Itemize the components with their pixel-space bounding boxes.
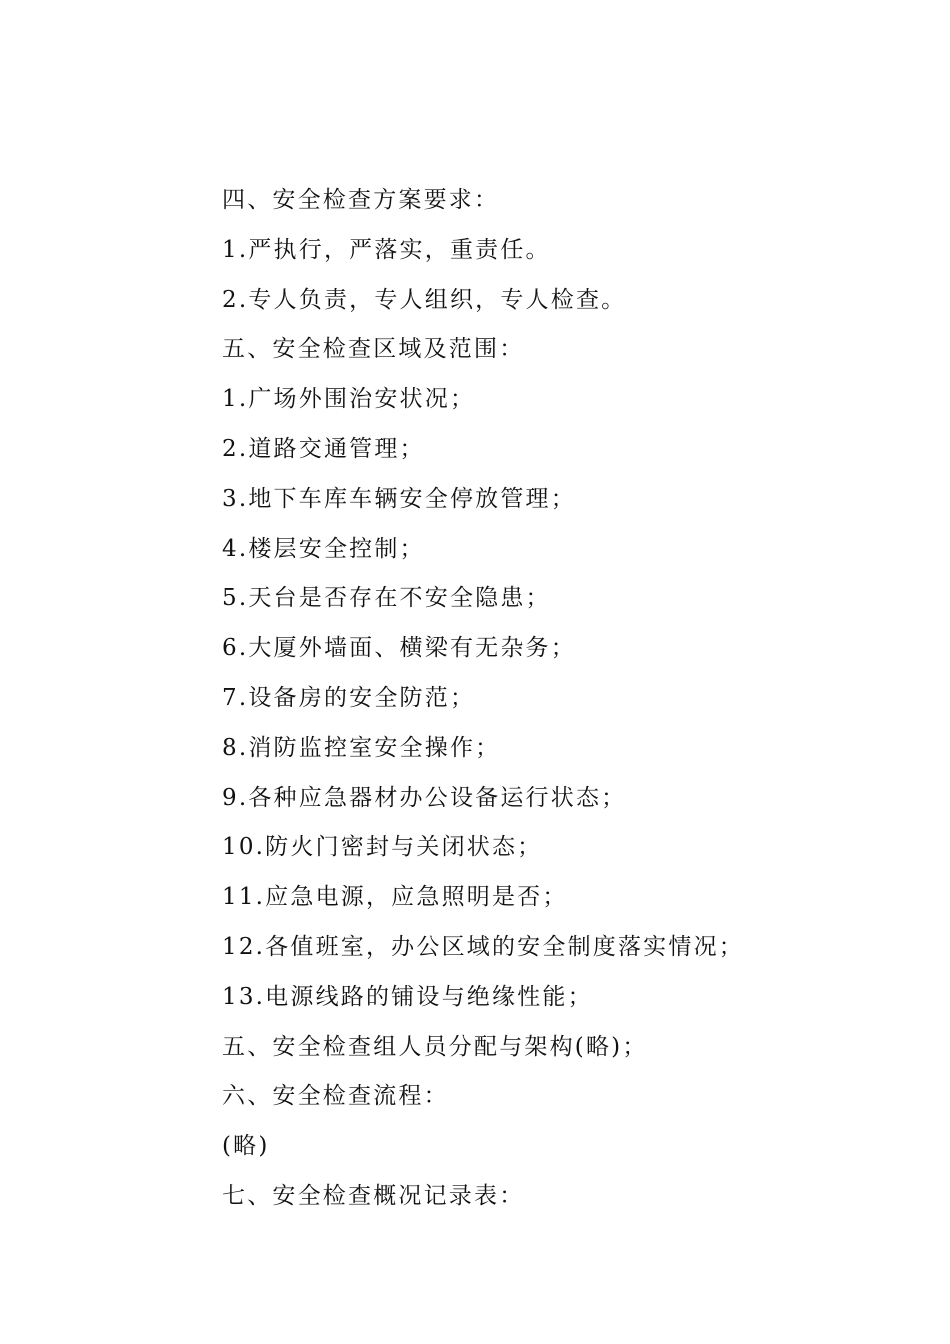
- list-item: 2.专人负责，专人组织，专人检查。: [222, 286, 627, 313]
- list-item: 2.道路交通管理；: [222, 435, 425, 462]
- section-heading-record-table: 七、安全检查概况记录表：: [222, 1182, 525, 1209]
- list-item: 13.电源线路的铺设与绝缘性能；: [222, 983, 593, 1010]
- list-item: 10.防火门密封与关闭状态；: [222, 834, 543, 861]
- list-item: 12.各值班室，办公区域的安全制度落实情况；: [222, 933, 744, 960]
- list-item: 11.应急电源，应急照明是否；: [222, 884, 568, 911]
- list-item: 8.消防监控室安全操作；: [222, 734, 501, 761]
- list-item: 6.大厦外墙面、横梁有无杂务；: [222, 635, 576, 662]
- list-item: 4.楼层安全控制；: [222, 535, 425, 562]
- section-heading-staff-allocation: 五、安全检查组人员分配与架构(略)；: [222, 1033, 648, 1060]
- list-item: 1.严执行，严落实，重责任。: [222, 236, 551, 263]
- list-item: 3.地下车库车辆安全停放管理；: [222, 485, 576, 512]
- omitted-note: (略): [222, 1133, 270, 1160]
- list-item: 5.天台是否存在不安全隐患；: [222, 585, 551, 612]
- list-item: 9.各种应急器材办公设备运行状态；: [222, 784, 627, 811]
- list-item: 7.设备房的安全防范；: [222, 684, 476, 711]
- section-heading-inspection-scope: 五、安全检查区域及范围：: [222, 336, 525, 363]
- section-heading-inspection-requirements: 四、安全检查方案要求：: [222, 187, 500, 213]
- list-item: 1.广场外围治安状况；: [222, 386, 476, 413]
- document-body: [222, 182, 902, 1228]
- section-heading-inspection-process: 六、安全检查流程：: [222, 1083, 449, 1110]
